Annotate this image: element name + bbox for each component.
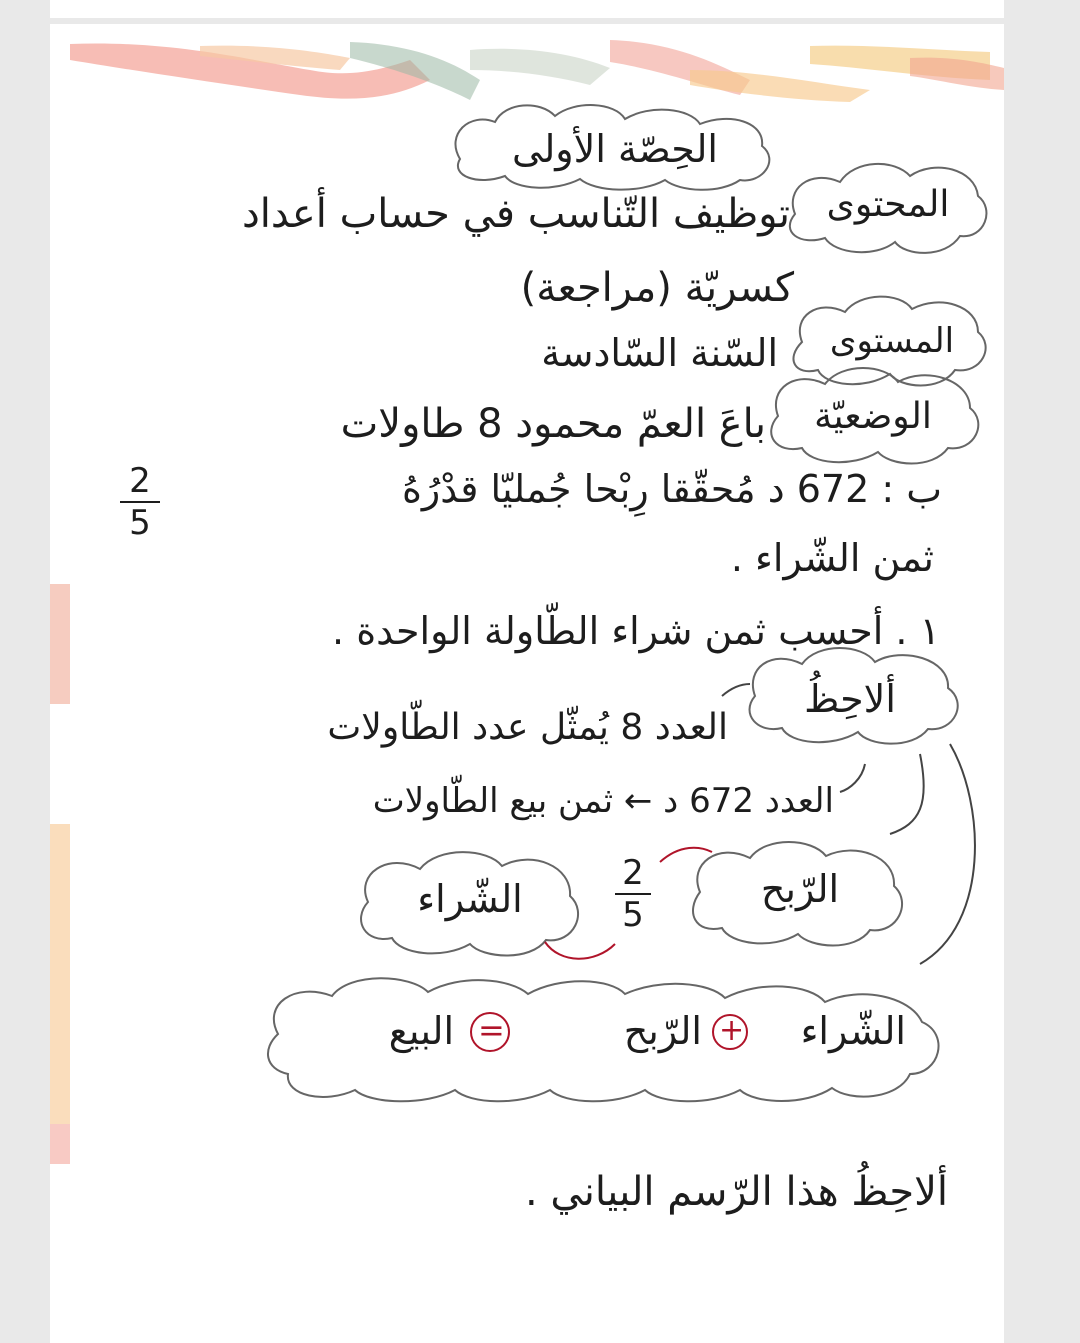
equation-purchase: الشّراء [800, 1009, 906, 1053]
page-title: الحِصّة الأولى [512, 127, 718, 171]
situation-fraction [120, 461, 160, 543]
content-label: المحتوى [826, 184, 950, 225]
situation-fraction-numerator: 2 [129, 461, 151, 501]
arrow-observe-to-line2 [840, 764, 865, 792]
situation-text-line-2: ب : 672 د مُحقّقا رِبْحا جُمليّا قدْرُهُ [402, 467, 942, 511]
arrow-ratio-to-purchase [545, 942, 615, 959]
level-label: المستوى [829, 321, 955, 361]
document-page [50, 24, 1004, 1343]
observe-label: ألاحِظُ [804, 677, 896, 721]
purchase-label: الشّراء [417, 877, 523, 921]
ratio-fraction [615, 853, 651, 935]
right-margin [1004, 0, 1080, 1343]
equation-profit: الرّبح [623, 1009, 702, 1053]
final-line: ألاحِظُ هذا الرّسم البياني . [524, 1169, 948, 1215]
question-1: ١ . أحسب ثمن شراء الطّاولة الواحدة . [332, 609, 940, 653]
ratio-fraction-numerator: 2 [622, 853, 644, 893]
profit-label: الرّبح [760, 867, 840, 911]
equation-plus: + [719, 1013, 745, 1048]
situation-label: الوضعيّة [814, 396, 932, 437]
content-text-line-2: كسريّة (مراجعة) [520, 265, 794, 311]
arrow-ratio-to-profit [660, 848, 712, 862]
situation-text-line-3: ثمن الشّراء . [730, 536, 934, 580]
equation-sale: البيع [388, 1009, 454, 1053]
level-text: السّنة السّادسة [541, 331, 778, 375]
situation-text-line-1: باعَ العمّ محمود 8 طاولات [340, 401, 766, 447]
arrow-right-curve [920, 744, 975, 964]
content-text-line-1: توظيف التّناسب في حساب أعداد [241, 191, 790, 237]
top-strip [50, 0, 1004, 18]
situation-fraction-denominator: 5 [129, 503, 151, 543]
arrow-left-down [890, 754, 924, 834]
arrow-observe-to-line1 [722, 684, 750, 696]
left-edge-decoration [50, 24, 72, 1343]
ratio-fraction-denominator: 5 [622, 895, 644, 935]
observe-line-2: العدد 672 د ← ثمن بيع الطّاولات [372, 781, 834, 821]
equation-equals: = [478, 1011, 505, 1049]
observe-line-1: العدد 8 يُمثّل عدد الطّاولات [327, 707, 728, 748]
